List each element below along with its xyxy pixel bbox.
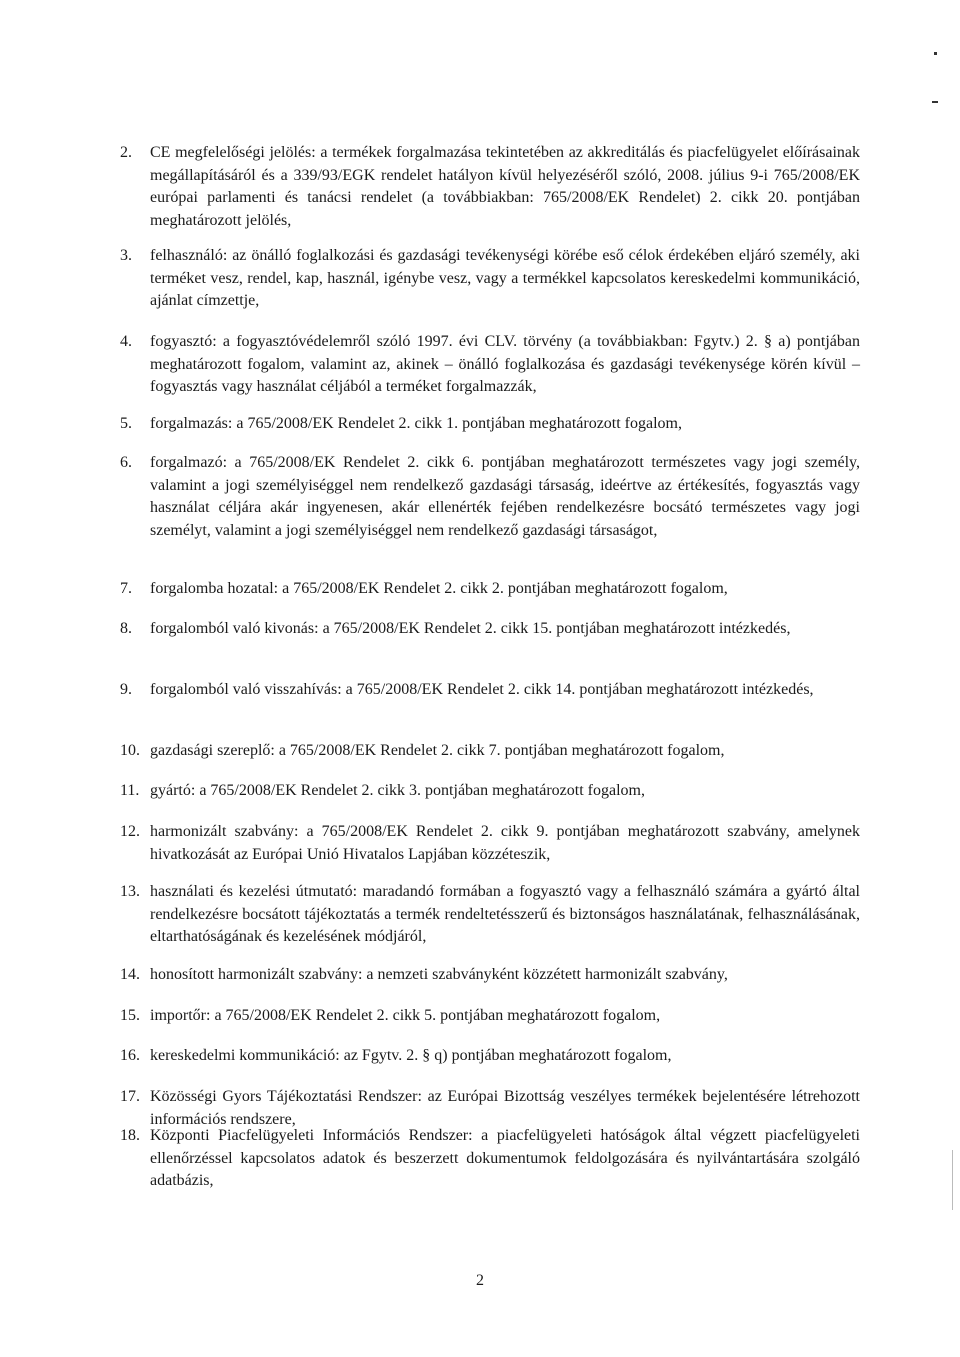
item-text: használati és kezelési útmutató: maradandó formában a fogyasztó vagy a felhasználó számára a gyártó által rendelkezésre bocsátott tájékoztatás a termék rendeltetésszerű és biztonságos használatának, felhasználásának, eltarthatóságának és kezelésének módjáról,	[150, 883, 860, 945]
scan-mark-dash	[932, 101, 938, 103]
item-number: 10.	[120, 742, 140, 759]
item-number: 16.	[120, 1047, 140, 1064]
item-text: Központi Piacfelügyeleti Információs Rendszer: a piacfelügyeleti hatóságok által végzett piacfelügyeleti ellenőrzéssel kapcsolatos adatok és beszerzett dokumentumok feldolgozására és nyilvántartására szolgáló adatbázis,	[150, 1127, 860, 1189]
item-text: forgalomból való kivonás: a 765/2008/EK Rendelet 2. cikk 15. pontjában meghatározott intézkedés,	[150, 620, 791, 637]
item-number: 5.	[120, 415, 132, 432]
item-text: fogyasztó: a fogyasztóvédelemről szóló 1997. évi CLV. törvény (a továbbiakban: Fgytv.) 2. § a) pontjában meghatározott fogalom, valamint az, akinek – önálló foglalkozása és gazdasági tevékenysége körén kívül – fogyasztás vagy használat céljából a terméket forgalmazzák,	[150, 333, 860, 395]
item-number: 14.	[120, 966, 140, 983]
definition-item	[120, 1005, 860, 1028]
item-number: 6.	[120, 454, 132, 471]
item-number: 2.	[120, 144, 132, 161]
item-number: 4.	[120, 333, 132, 350]
item-text: gazdasági szereplő: a 765/2008/EK Rendelet 2. cikk 7. pontjában meghatározott fogalom,	[150, 742, 725, 759]
item-text: CE megfelelőségi jelölés: a termékek forgalmazása tekintetében az akkreditálás és piacfelügyelet előírásainak megállapításáról és a 339/93/EGK rendelet hatályon kívül helyezéséről szóló, 2008. július 9-i 765/2008/EK európai parlamenti és tanácsi rendelet (a továbbiakban: 765/2008/EK Rendelet) 2. cikk 20. pontjában meghatározott jelölés,	[150, 144, 860, 229]
item-number: 7.	[120, 580, 132, 597]
item-number: 13.	[120, 883, 140, 900]
scan-mark-top	[934, 52, 937, 55]
definition-item	[120, 331, 860, 399]
item-number: 17.	[120, 1088, 140, 1105]
definition-item	[120, 679, 860, 702]
item-number: 3.	[120, 247, 132, 264]
definition-item	[120, 740, 860, 763]
definition-item	[120, 821, 860, 866]
item-number: 15.	[120, 1007, 140, 1024]
item-text: gyártó: a 765/2008/EK Rendelet 2. cikk 3. pontjában meghatározott fogalom,	[150, 782, 645, 799]
item-text: forgalomba hozatal: a 765/2008/EK Rendelet 2. cikk 2. pontjában meghatározott fogalom,	[150, 580, 728, 597]
definition-item	[120, 578, 860, 601]
item-text: importőr: a 765/2008/EK Rendelet 2. cikk 5. pontjában meghatározott fogalom,	[150, 1007, 661, 1024]
item-text: forgalmazó: a 765/2008/EK Rendelet 2. cikk 6. pontjában meghatározott természetes vagy jogi személy, valamint a jogi személyiséggel nem rendelkező gazdasági társaság, ideértve az értékesítés, fogyasztás vagy használat céljára akár ingyenesen, akár ellenérték fejében rendelkezésre bocsátó természetes vagy jogi személyt, valamint a jogi személyiséggel nem rendelkező gazdasági társaságot,	[150, 454, 860, 539]
item-text: honosított harmonizált szabvány: a nemzeti szabványként közzétett harmonizált szabvány,	[150, 966, 728, 983]
item-text: Közösségi Gyors Tájékoztatási Rendszer: az Európai Bizottság veszélyes termékek bejelentésére létrehozott információs rendszere,	[150, 1088, 860, 1128]
definition-item	[120, 1125, 860, 1193]
item-text: harmonizált szabvány: a 765/2008/EK Rendelet 2. cikk 9. pontjában meghatározott szabvány, amelynek hivatkozását az Európai Unió Hivatalos Lapjában közzéteszik,	[150, 823, 860, 863]
page-number: 2	[476, 1272, 484, 1289]
item-number: 9.	[120, 681, 132, 698]
definition-item	[120, 618, 860, 641]
definition-item	[120, 142, 860, 232]
item-number: 11.	[120, 782, 140, 799]
definition-item	[120, 780, 860, 803]
item-text: forgalomból való visszahívás: a 765/2008/EK Rendelet 2. cikk 14. pontjában meghatározott intézkedés,	[150, 681, 814, 698]
item-text: felhasználó: az önálló foglalkozási és gazdasági tevékenységi körébe eső célok érdekében eljáró személy, aki terméket vesz, rendel, kap, használ, igénybe vesz, vagy a termékkel kapcsolatos kereskedelmi kommunikáció, ajánlat címzettje,	[150, 247, 860, 309]
item-text: kereskedelmi kommunikáció: az Fgytv. 2. § q) pontjában meghatározott fogalom,	[150, 1047, 672, 1064]
definition-item	[120, 964, 860, 987]
item-number: 12.	[120, 823, 140, 840]
scan-edge-line	[952, 1150, 953, 1210]
definition-item	[120, 413, 860, 436]
definition-item	[120, 452, 860, 542]
item-text: forgalmazás: a 765/2008/EK Rendelet 2. cikk 1. pontjában meghatározott fogalom,	[150, 415, 682, 432]
definition-item	[120, 881, 860, 949]
definition-item	[120, 245, 860, 313]
item-number: 8.	[120, 620, 132, 637]
definition-item	[120, 1045, 860, 1068]
item-number: 18.	[120, 1127, 140, 1144]
